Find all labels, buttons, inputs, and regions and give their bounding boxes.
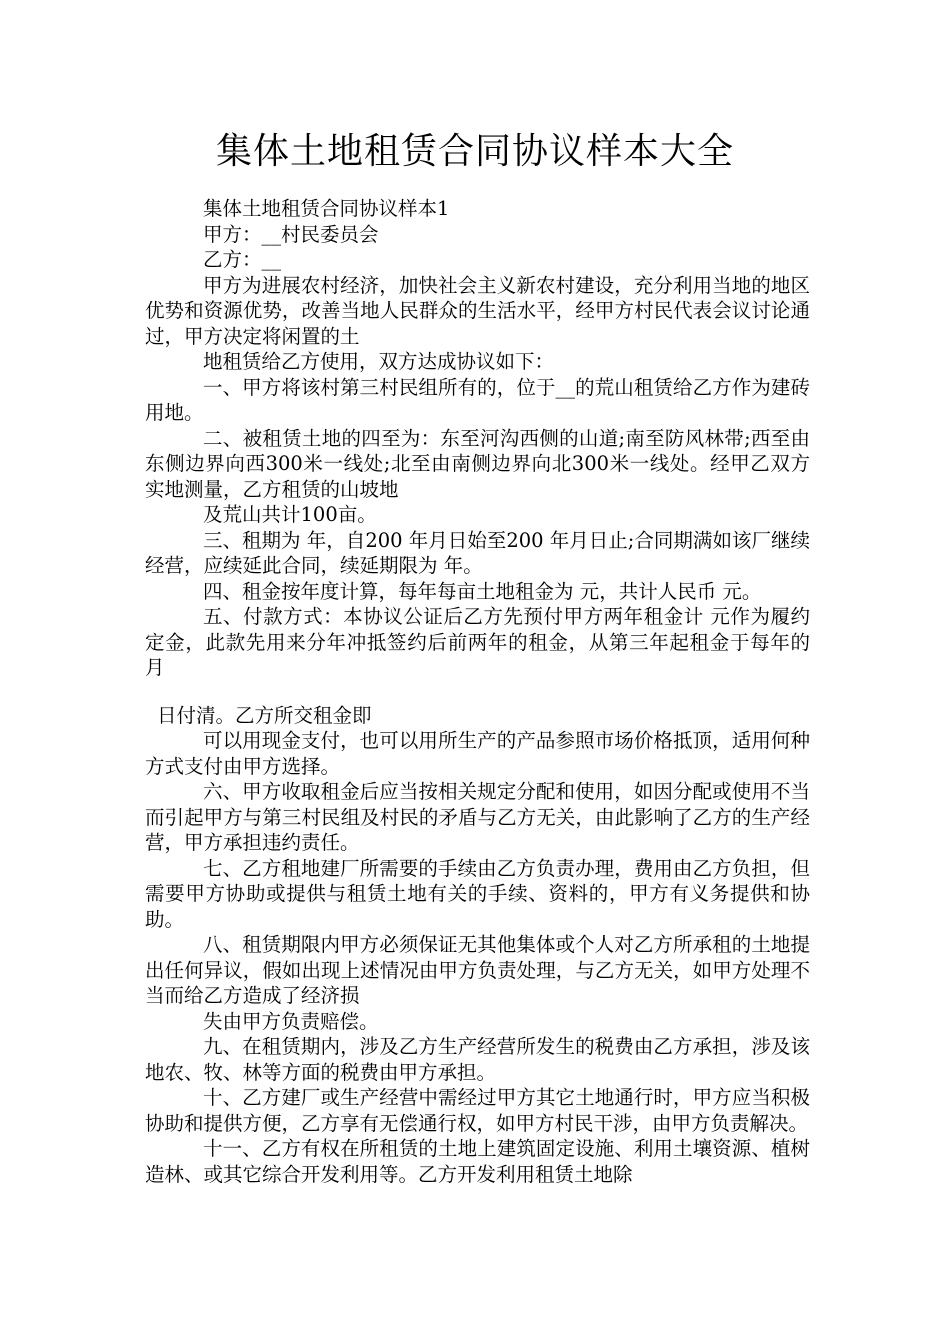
party-b-line: 乙方：__ [203, 248, 282, 271]
paragraph: 六、甲方收取租金后应当按相关规定分配和使用，如因分配或使用不当而引起甲方与第三村民组及村民的矛盾与乙方无关，由此影响了乙方的生产经营，甲方承担违约责任。 [145, 780, 810, 854]
paragraph: 三、租期为 年，自200 年月日始至200 年月日止;合同期满如该厂继续经营，应续延此合同，续延期限为 年。 [145, 528, 810, 577]
paragraph: 一、甲方将该村第三村民组所有的，位于__的荒山租赁给乙方作为建砖用地。 [145, 375, 810, 424]
paragraph: 日付清。乙方所交租金即 [157, 703, 372, 727]
party-a-line: 甲方：__村民委员会 [203, 222, 379, 246]
paragraph: 十一、乙方有权在所租赁的土地上建筑固定设施、利用土壤资源、植树造林、或其它综合开发利用等。乙方开发利用租赁土地除 [145, 1137, 810, 1186]
paragraph: 八、租赁期限内甲方必须保证无其他集体或个人对乙方所承租的土地提出任何异议，假如出现上述情况由甲方负责处理，与乙方无关，如甲方处理不当而给乙方造成了经济损 [145, 933, 810, 1007]
paragraph: 地租赁给乙方使用，双方达成协议如下： [203, 350, 555, 373]
paragraph: 五、付款方式：本协议公证后乙方先预付甲方两年租金计 元作为履约定金，此款先用来分年冲抵签约后前两年的租金，从第三年起租金于每年的 月 [145, 605, 810, 679]
paragraph: 甲方为进展农村经济，加快社会主义新农村建设，充分利用当地的地区优势和资源优势，改善当地人民群众的生活水平，经甲方村民代表会议讨论通过，甲方决定将闲置的土 [145, 273, 810, 348]
paragraph: 及荒山共计100亩。 [203, 503, 377, 526]
paragraph: 十、乙方建厂或生产经营中需经过甲方其它土地通行时，甲方应当积极协助和提供方便，乙方享有无偿通行权，如甲方村民干涉，由甲方负责解决。 [145, 1086, 810, 1135]
document-body [145, 196, 810, 1187]
section-heading: 集体土地租赁合同协议样本1 [203, 197, 450, 220]
paragraph: 可以用现金支付，也可以用所生产的产品参照市场价格抵顶，适用何种方式支付由甲方选择。 [145, 729, 810, 778]
paragraph: 二、被租赁土地的四至为：东至河沟西侧的山道;南至防风林带;西至由东侧边界向西300米一线处;北至由南侧边界向北300米一线处。经甲乙双方实地测量，乙方租赁的山坡地 [145, 426, 810, 501]
paragraph: 失由甲方负责赔偿。 [203, 1009, 379, 1033]
paragraph: 九、在租赁期内，涉及乙方生产经营所发生的税费由乙方承担，涉及该地农、牧、林等方面的税费由甲方承担。 [145, 1035, 810, 1084]
document-title: 集体土地租赁合同协议样本大全 [215, 131, 734, 172]
paragraph: 四、租金按年度计算，每年每亩土地租金为 元，共计人民币 元。 [203, 579, 762, 603]
paragraph: 七、乙方租地建厂所需要的手续由乙方负责办理，费用由乙方负担，但需要甲方协助或提供与租赁土地有关的手续、资料的，甲方有义务提供和协助。 [145, 856, 810, 931]
